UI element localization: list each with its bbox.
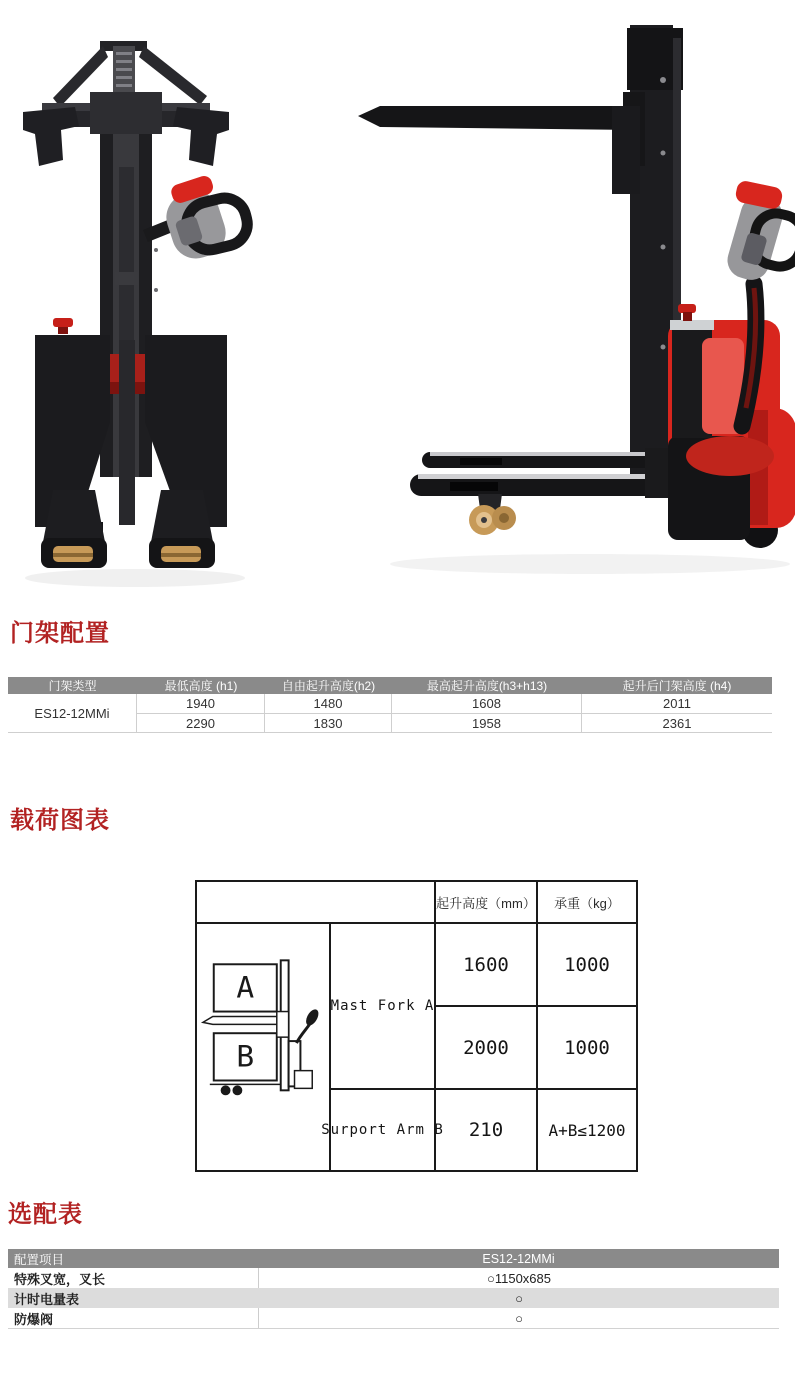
fork-line [203, 1016, 281, 1024]
load-table-height-cell: 2000 [434, 1005, 536, 1088]
load-diagram-cell [197, 922, 329, 1170]
mast-config-table [8, 677, 772, 733]
mast-table-cell: 1940 [137, 694, 265, 714]
mast-table-cell: 1958 [392, 714, 582, 733]
mast-table-header-h3h13: 最高起升高度(h3+h13) [392, 677, 582, 694]
load-chart-table [195, 880, 638, 1172]
options-row-value: ○ [515, 1290, 523, 1306]
mast-table-cell: 1608 [392, 694, 582, 714]
options-row-label: 特殊叉宽，叉长 [14, 1271, 106, 1287]
tiller-line [296, 1023, 310, 1043]
options-row-label: 计时电量表 [14, 1291, 80, 1307]
options-row [8, 1268, 779, 1288]
options-table [8, 1249, 779, 1329]
load-table-capacity-cell: A+B≤1200 [536, 1088, 636, 1170]
fork [358, 92, 645, 194]
wheel-dot [221, 1085, 231, 1095]
section-title-load-chart: 载荷图表 [10, 807, 110, 834]
stacker-side-view-photo [350, 8, 795, 598]
mast-table-model-cell: ES12-12MMi [8, 694, 137, 733]
mast-table-header-h2: 自由起升高度(h2) [265, 677, 392, 694]
emergency-stop-button [53, 318, 73, 334]
mast-table-cell: 1830 [265, 714, 392, 733]
options-row-value: ○ [258, 1308, 779, 1328]
load-table-group-mast-fork: Mast Fork A [329, 922, 434, 1088]
diagram-label-a: A [236, 970, 255, 1005]
stacker-front-view-photo [15, 22, 265, 597]
mast-table-header-h4: 起升后门架高度 (h4) [582, 677, 772, 694]
load-table-header-capacity: 承重（kg） [536, 882, 636, 922]
floor-shadow [25, 569, 245, 587]
load-table-header-lift-height: 起升高度（mm） [434, 882, 536, 922]
mast-table-cell: 2361 [582, 714, 772, 733]
options-table-header [8, 1249, 779, 1268]
floor-shadow [390, 554, 790, 574]
load-table-capacity-cell: 1000 [536, 1005, 636, 1088]
mast-table-cell: 2290 [137, 714, 265, 733]
drive-unit-body [668, 320, 795, 548]
load-diagram [198, 907, 328, 1187]
mast-table-cell: 2011 [582, 694, 772, 714]
options-row-label: 防爆阀 [14, 1311, 54, 1327]
load-table-capacity-cell: 1000 [536, 922, 636, 1005]
load-table-group-support-arm: Surport Arm B [329, 1088, 434, 1170]
wheel-dot [232, 1085, 242, 1095]
tiller-handle [143, 174, 252, 265]
options-row [8, 1288, 779, 1308]
section-title-options: 选配表 [8, 1201, 83, 1228]
diagram-label-b: B [236, 1039, 255, 1074]
options-row-value: ○1150x685 [258, 1268, 779, 1288]
load-table-height-cell: 1600 [434, 922, 536, 1005]
load-table-height-cell: 210 [434, 1088, 536, 1170]
options-header-item: 配置项目 [14, 1252, 65, 1267]
mast-table-header-h1: 最低高度 (h1) [137, 677, 265, 694]
mast-table-cell: 1480 [265, 694, 392, 714]
options-header-model: ES12-12MMi [482, 1251, 555, 1266]
mast-table-header-type: 门架类型 [8, 677, 137, 694]
section-title-mast-config: 门架配置 [10, 620, 110, 647]
caster-wheel [469, 494, 516, 535]
tiller-head [304, 1007, 321, 1027]
options-row [8, 1308, 779, 1329]
